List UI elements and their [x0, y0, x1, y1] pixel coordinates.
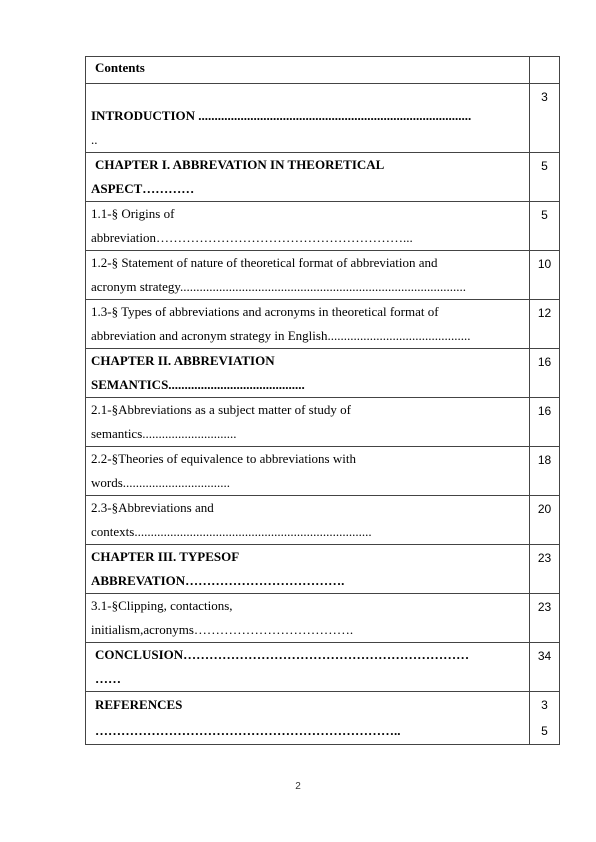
toc-entry-line1: 1.1-§ Origins of	[91, 206, 175, 221]
toc-entry	[86, 398, 530, 447]
toc-entry	[86, 496, 530, 545]
toc-entry-line1: 2.3-§Abbreviations and	[91, 500, 214, 515]
toc-page-number: 23	[530, 594, 560, 643]
toc-entry-line2: initialism,acronyms……………………………….	[91, 622, 354, 637]
toc-heading-page-cell	[530, 57, 560, 84]
toc-heading-row	[86, 57, 560, 84]
toc-row-introduction	[86, 84, 560, 153]
toc-entry-line1: INTRODUCTION ....................................................................................	[91, 108, 472, 123]
toc-page-number	[530, 692, 560, 745]
toc-page-number: 18	[530, 447, 560, 496]
toc-entry-line2: ……………………………………………………………..	[95, 723, 401, 738]
toc-page-number: 5	[530, 202, 560, 251]
toc-entry	[86, 251, 530, 300]
toc-entry-line2: ..	[91, 132, 98, 147]
toc-entry-line1: 2.2-§Theories of equivalence to abbreviations with	[91, 451, 356, 466]
toc-row-chapter-1	[86, 153, 560, 202]
toc-page-number-part2: 5	[541, 724, 548, 738]
toc-entry-line2: ABBREVATION……………………………….	[91, 573, 345, 588]
toc-entry	[86, 643, 530, 692]
toc-entry-line2: words.................................	[91, 475, 231, 490]
toc-page-number-part1: 3	[541, 698, 548, 712]
toc-page-number: 16	[530, 349, 560, 398]
toc-entry	[86, 349, 530, 398]
toc-row-chapter-2	[86, 349, 560, 398]
toc-entry	[86, 300, 530, 349]
toc-row-conclusion	[86, 643, 560, 692]
toc-row-2-2	[86, 447, 560, 496]
contents-heading: Contents	[95, 60, 145, 75]
toc-entry-line2: acronym strategy........................................................................................	[91, 279, 467, 294]
toc-entry-line1: CHAPTER III. TYPESOF	[91, 549, 240, 564]
toc-entry-line1: CHAPTER I. ABBREVATION IN THEORETICAL	[95, 157, 385, 172]
toc-entry-line1: 2.1-§Abbreviations as a subject matter of study of	[91, 402, 351, 417]
toc-row-chapter-3	[86, 545, 560, 594]
toc-entry-line2: semantics.............................	[91, 426, 237, 441]
toc-page-number: 12	[530, 300, 560, 349]
toc-page-number: 5	[530, 153, 560, 202]
toc-entry-line1: CHAPTER II. ABBREVIATION	[91, 353, 275, 368]
toc-entry	[86, 692, 530, 745]
toc-entry	[86, 202, 530, 251]
toc-row-1-3	[86, 300, 560, 349]
toc-entry-line2: SEMANTICS..........................................	[91, 377, 305, 392]
toc-page-number: 23	[530, 545, 560, 594]
toc-entry	[86, 153, 530, 202]
toc-entry-line1: 3.1-§Clipping, contactions,	[91, 598, 233, 613]
toc-entry	[86, 594, 530, 643]
toc-row-3-1	[86, 594, 560, 643]
toc-entry-line1: 1.3-§ Types of abbreviations and acronyms in theoretical format of	[91, 304, 439, 319]
toc-entry-line1: REFERENCES	[95, 697, 183, 712]
toc-row-1-1	[86, 202, 560, 251]
toc-entry-line2: ……	[95, 671, 121, 686]
toc-row-2-3	[86, 496, 560, 545]
toc-page-number: 20	[530, 496, 560, 545]
toc-entry-line1: 1.2-§ Statement of nature of theoretical format of abbreviation and	[91, 255, 438, 270]
toc-page-number: 34	[530, 643, 560, 692]
toc-row-1-2	[86, 251, 560, 300]
page-number: 2	[295, 781, 301, 792]
toc-entry-line2: abbreviation and acronym strategy in English............................................	[91, 328, 471, 343]
toc-page-number: 3	[530, 84, 560, 153]
toc-row-references	[86, 692, 560, 745]
toc-page-number: 16	[530, 398, 560, 447]
toc-heading	[86, 57, 530, 84]
toc-entry-line1: CONCLUSION…………………………………………………………	[95, 647, 470, 662]
toc-entry	[86, 447, 530, 496]
toc-page-number: 10	[530, 251, 560, 300]
toc-entry-line2: abbreviation…………………………………………………...	[91, 230, 413, 245]
toc-entry	[86, 545, 530, 594]
toc-entry-line2: contexts.........................................................................	[91, 524, 372, 539]
toc-entry-line2: ASPECT…………	[91, 181, 195, 196]
toc-row-2-1	[86, 398, 560, 447]
toc-entry	[86, 84, 530, 153]
table-of-contents	[85, 56, 560, 745]
